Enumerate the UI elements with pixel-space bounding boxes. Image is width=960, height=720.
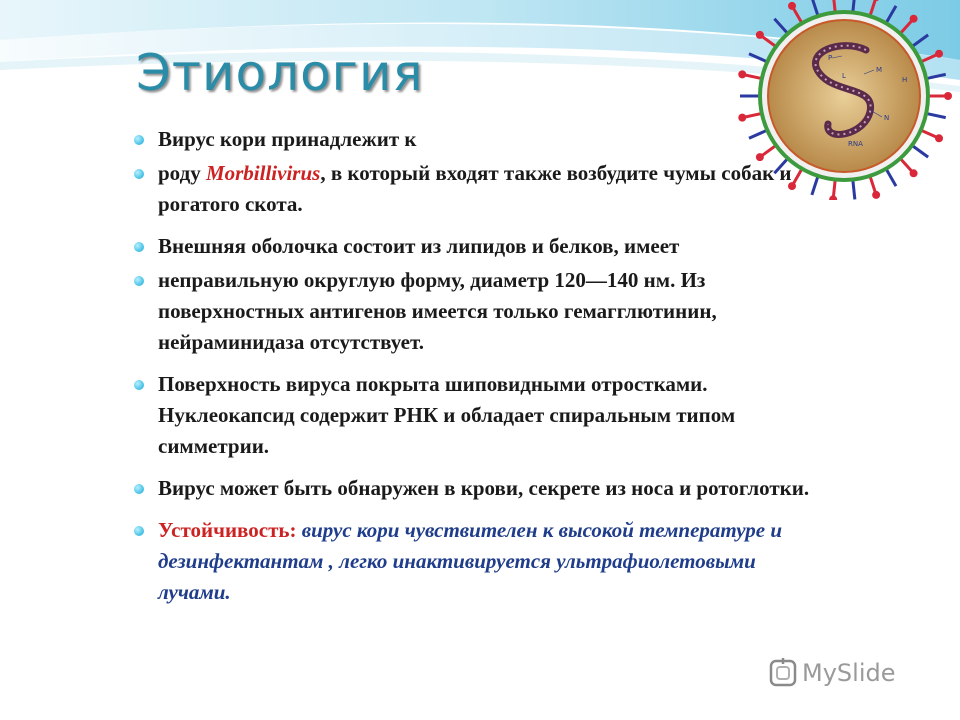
spike [812, 0, 818, 16]
spike-head [944, 92, 952, 100]
bullet-item [132, 369, 812, 462]
spike-head [910, 169, 918, 177]
label-n: N [884, 114, 890, 122]
spike [749, 54, 767, 62]
bullet-item [132, 124, 812, 155]
spike [926, 74, 946, 78]
stability-separator: : [289, 518, 302, 542]
bullet-icon [134, 526, 144, 536]
bullet-list [132, 124, 812, 619]
spike [912, 35, 928, 47]
spike [886, 169, 896, 186]
bullet-icon [134, 242, 144, 252]
bullet-text: неправильную округлую форму, диаметр 120—140 нм. Из поверхностных антигенов имеется только гемагглютинин, нейраминидаза отсутствует. [158, 268, 717, 354]
spike [812, 176, 818, 195]
bullet-text: Вирус может быть обнаружен в крови, секрете из носа и ротоглотки. [158, 476, 810, 500]
myslide-logo-icon [768, 658, 798, 688]
spike-head [935, 134, 943, 142]
bullet-icon [134, 135, 144, 145]
bullet-icon [134, 380, 144, 390]
bullet-item [132, 158, 812, 220]
label-l: L [842, 72, 846, 80]
spike-head [872, 191, 880, 199]
bullet-item [132, 265, 812, 358]
bullet-text-after: , в который входят также возбудите чумы собак и рогатого скота. [158, 161, 792, 216]
spike-head [829, 195, 837, 200]
bullet-text: Вирус кори принадлежит к [158, 127, 417, 151]
watermark-text: MySlide [802, 659, 896, 687]
watermark [768, 656, 895, 690]
label-h: H [902, 76, 908, 84]
bullet-icon [134, 169, 144, 179]
label-p: P [828, 54, 833, 62]
genus-name: Morbillivirus [205, 161, 321, 185]
spike [853, 180, 855, 200]
bullet-text-before: роду [158, 161, 206, 185]
spike-head [738, 70, 746, 78]
bullet-text: Внешняя оболочка состоит из липидов и белков, имеет [158, 234, 680, 258]
spike-head [738, 114, 746, 122]
bullet-item [132, 231, 812, 262]
spike [870, 0, 876, 16]
bullet-item [132, 515, 812, 608]
label-m: M [876, 66, 883, 74]
spike-head [935, 50, 943, 58]
spike [774, 19, 787, 34]
bullet-text: Поверхность вируса покрыта шиповидными отростками. Нуклеокапсид содержит РНК и обладает спиральным типом симметрии. [158, 372, 736, 458]
stability-label: Устойчивость [158, 518, 290, 542]
spike-head [910, 15, 918, 23]
label-rna: RNA [848, 140, 863, 148]
spike [886, 6, 896, 23]
spike-head [788, 2, 796, 10]
slide-title: Этиология [136, 44, 424, 102]
spike-head [756, 31, 764, 39]
spike [912, 145, 928, 157]
stability-text: вирус кори чувствителен к высокой температуре и дезинфектантам , легко инактивируется ультрафиолетовыми лучами. [158, 518, 782, 604]
spike [926, 113, 946, 117]
bullet-icon [134, 484, 144, 494]
bullet-item [132, 473, 812, 504]
bullet-icon [134, 276, 144, 286]
